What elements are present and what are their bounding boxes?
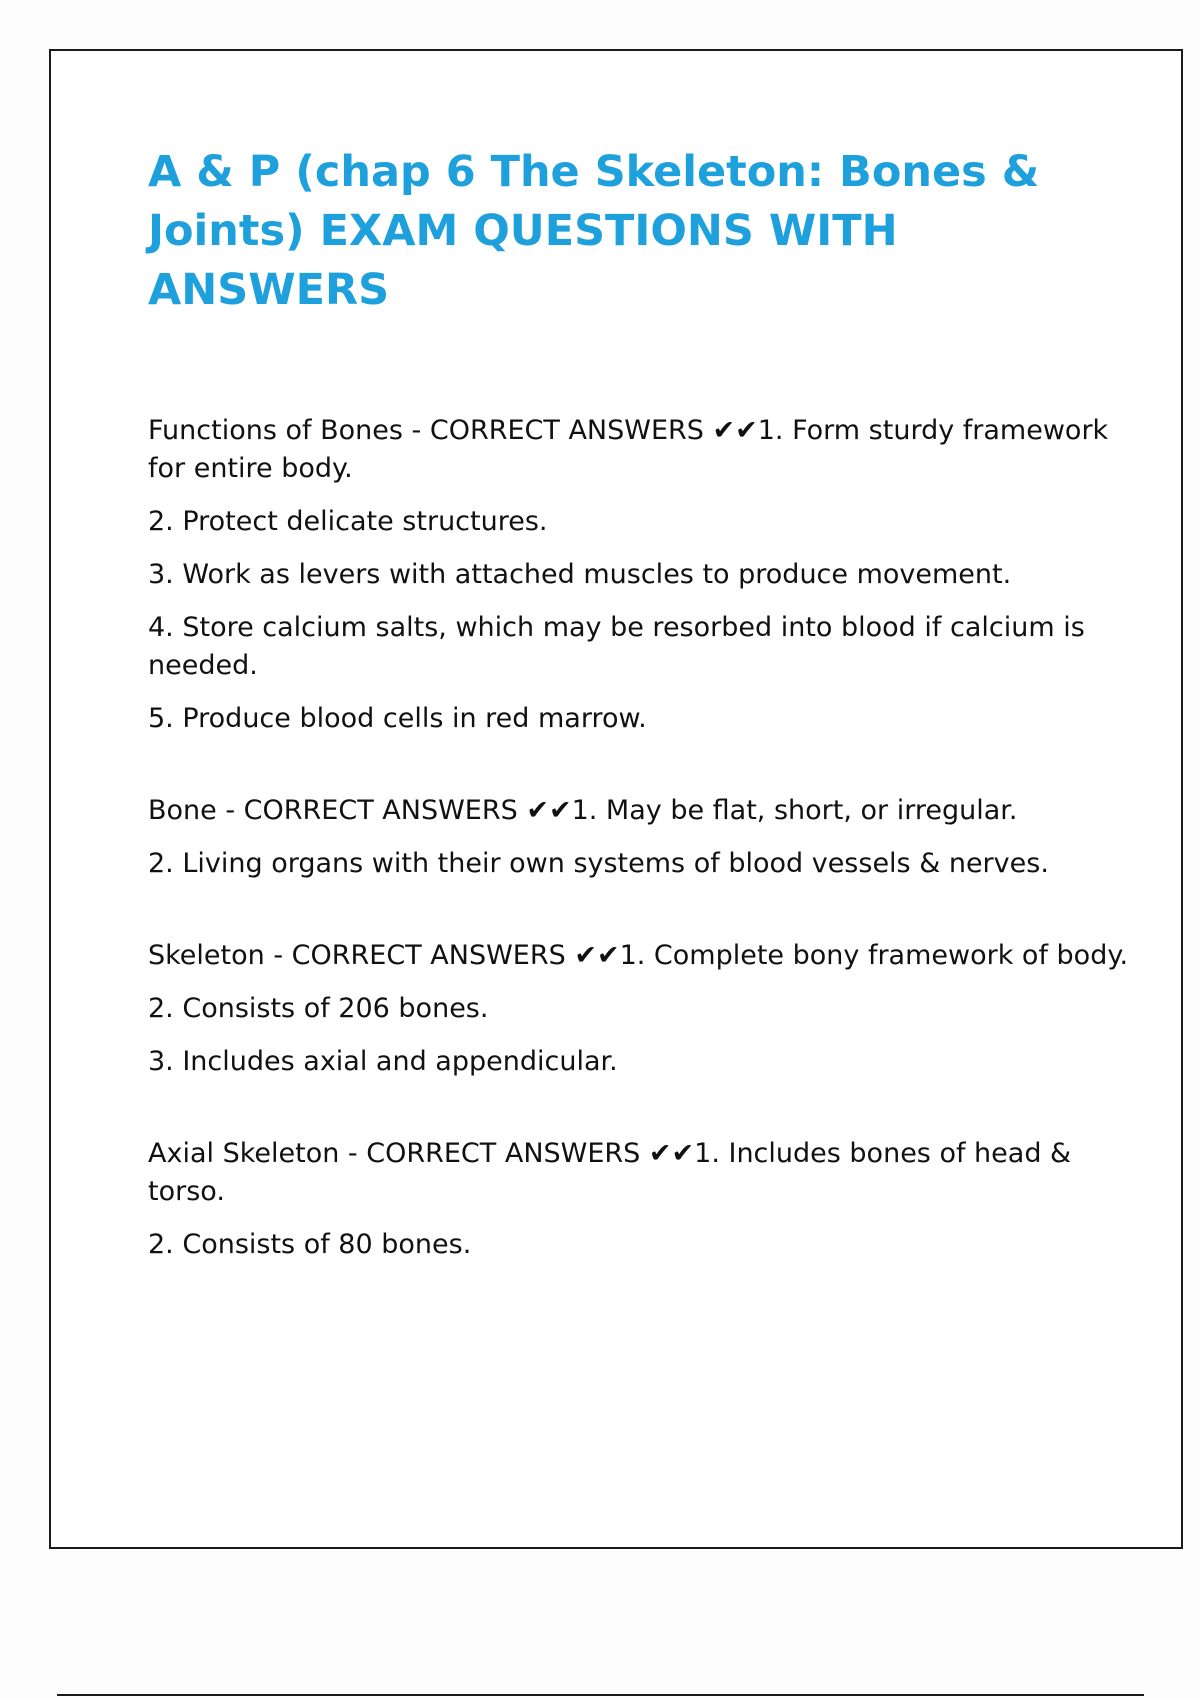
section-skeleton bbox=[148, 937, 1138, 1081]
paragraph: 2. Consists of 80 bones. bbox=[148, 1229, 472, 1260]
paragraph: 3. Includes axial and appendicular. bbox=[148, 1046, 618, 1077]
paragraph: 4. Store calcium salts, which may be resorbed into blood if calcium is needed. bbox=[148, 612, 1085, 681]
paragraph: 2. Living organs with their own systems of blood vessels & nerves. bbox=[148, 848, 1049, 879]
paragraph: 3. Work as levers with attached muscles to produce movement. bbox=[148, 559, 1012, 590]
document-page bbox=[49, 49, 1183, 1549]
document-body bbox=[148, 412, 1138, 1318]
paragraph: Axial Skeleton - CORRECT ANSWERS ✔✔1. Includes bones of head & torso. bbox=[148, 1138, 1072, 1207]
document-title: A & P (chap 6 The Skeleton: Bones & Joints) EXAM QUESTIONS WITH ANSWERS bbox=[148, 147, 1040, 315]
paragraph: 5. Produce blood cells in red marrow. bbox=[148, 703, 647, 734]
section-axial-skeleton bbox=[148, 1135, 1138, 1264]
paragraph: 2. Protect delicate structures. bbox=[148, 506, 548, 537]
paragraph: 2. Consists of 206 bones. bbox=[148, 993, 489, 1024]
paragraph: Bone - CORRECT ANSWERS ✔✔1. May be flat, short, or irregular. bbox=[148, 795, 1018, 826]
section-functions-of-bones bbox=[148, 412, 1138, 738]
section-bone bbox=[148, 792, 1138, 883]
footer-divider bbox=[57, 1694, 1144, 1696]
paragraph: Functions of Bones - CORRECT ANSWERS ✔✔1. Form sturdy framework for entire body. bbox=[148, 415, 1109, 484]
paragraph: Skeleton - CORRECT ANSWERS ✔✔1. Complete bony framework of body. bbox=[148, 940, 1129, 971]
